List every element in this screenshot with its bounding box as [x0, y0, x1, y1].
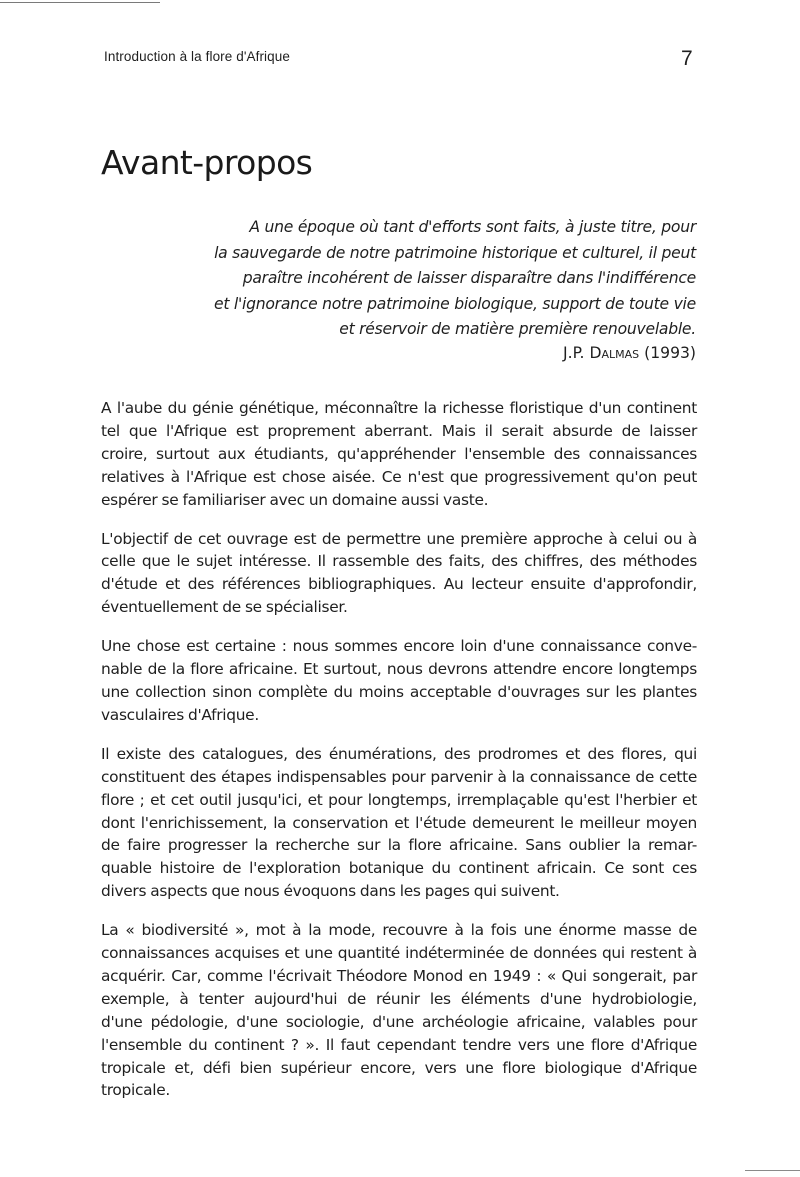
epigraph-attribution — [480, 340, 696, 366]
text-line: tropicale et, défi bien supérieur encore, vers une flore biologique d'Afrique — [101, 1058, 697, 1077]
text-line: A l'aube du génie génétique, méconnaître la richesse floristique d'un continent — [101, 399, 697, 417]
text-line: relatives à l'Afrique est chose aisée. Ce n'est que progressivement qu'on peut — [101, 467, 697, 486]
text-line: nable de la flore africaine. Et surtout, nous devrons attendre encore longtemps — [101, 660, 697, 679]
author-surname: Dalmas — [589, 344, 640, 362]
body-text — [101, 397, 697, 1118]
text-line: flore ; et cet outil jusqu'ici, et pour longtemps, irremplaçable qu'est l'herbier et — [101, 790, 697, 809]
text-line: celle que le sujet intéresse. Il rassemble des faits, des chiffres, des méthodes — [101, 552, 697, 571]
text-line: constituent des étapes indispensables pour parvenir à la connaissance de cette — [101, 767, 697, 786]
text-line: d'étude et des références bibliographiques. Au lecteur ensuite d'approfondir, — [101, 575, 697, 594]
text-line: espérer se familiariser avec un domaine aussi vaste. — [101, 490, 489, 509]
bottom-rule — [745, 1170, 800, 1171]
text-line: une collection sinon complète du moins acceptable d'ouvrages sur les plantes — [101, 682, 697, 701]
paragraph — [101, 919, 697, 1102]
text-line: L'objectif de cet ouvrage est de permettre une première approche à celui ou à — [101, 529, 697, 548]
running-header: Introduction à la flore d'Afrique — [104, 49, 290, 64]
text-line: tel que l'Afrique est proprement aberrant. Mais il serait absurde de laisser — [101, 421, 697, 440]
epigraph-line: et réservoir de matière première renouvelable. — [339, 320, 696, 339]
author-initials: J.P. — [563, 344, 585, 362]
text-line: exemple, à tenter aujourd'hui de réunir les éléments d'une hydrobiologie, — [101, 989, 697, 1008]
text-line: vasculaires d'Afrique. — [101, 705, 259, 724]
paragraph — [101, 635, 697, 727]
text-line: divers aspects que nous évoquons dans les pages qui suivent. — [101, 882, 560, 901]
text-line: quable histoire de l'exploration botanique du continent africain. Ce sont ces — [101, 859, 697, 878]
text-line: l'ensemble du continent ? ». Il faut cependant tendre vers une flore d'Afrique — [101, 1035, 697, 1054]
epigraph-line: paraître incohérent de laisser disparaître dans l'indifférence — [242, 269, 696, 288]
epigraph-line: et l'ignorance notre patrimoine biologique, support de toute vie — [213, 294, 696, 313]
text-line: tropicale. — [101, 1081, 171, 1100]
page-number: 7 — [681, 47, 693, 70]
text-line: de faire progresser la recherche sur la flore africaine. Sans oublier la remar- — [101, 836, 697, 855]
text-line: éventuellement de se spécialiser. — [101, 598, 348, 617]
paragraph — [101, 528, 697, 620]
paragraph — [101, 743, 697, 903]
text-line: acquérir. Car, comme l'écrivait Théodore Monod en 1949 : « Qui songerait, par — [101, 966, 697, 985]
paragraph — [101, 397, 697, 512]
text-line: Une chose est certaine : nous sommes encore loin d'une connaissance conve- — [101, 637, 697, 656]
text-line: croire, surtout aux étudiants, qu'appréhender l'ensemble des connaissances — [101, 444, 697, 463]
text-line: d'une pédologie, d'une sociologie, d'une archéologie africaine, valables pour — [101, 1012, 697, 1031]
text-line: La « biodiversité », mot à la mode, recouvre à la fois une énorme masse de — [101, 921, 697, 940]
citation-year: (1993) — [644, 344, 696, 362]
text-line: connaissances acquises et une quantité indéterminée de données qui restent à — [101, 944, 697, 963]
top-rule — [0, 2, 160, 3]
epigraph-line: la sauvegarde de notre patrimoine historique et culturel, il peut — [214, 243, 696, 262]
text-line: Il existe des catalogues, des énumérations, des prodromes et des flores, qui — [101, 744, 697, 763]
epigraph — [190, 215, 696, 343]
text-line: dont l'enrichissement, la conservation et l'étude demeurent le meilleur moyen — [101, 813, 697, 832]
chapter-title: Avant-propos — [101, 143, 313, 182]
epigraph-line: A une époque où tant d'efforts sont faits, à juste titre, pour — [249, 218, 696, 236]
